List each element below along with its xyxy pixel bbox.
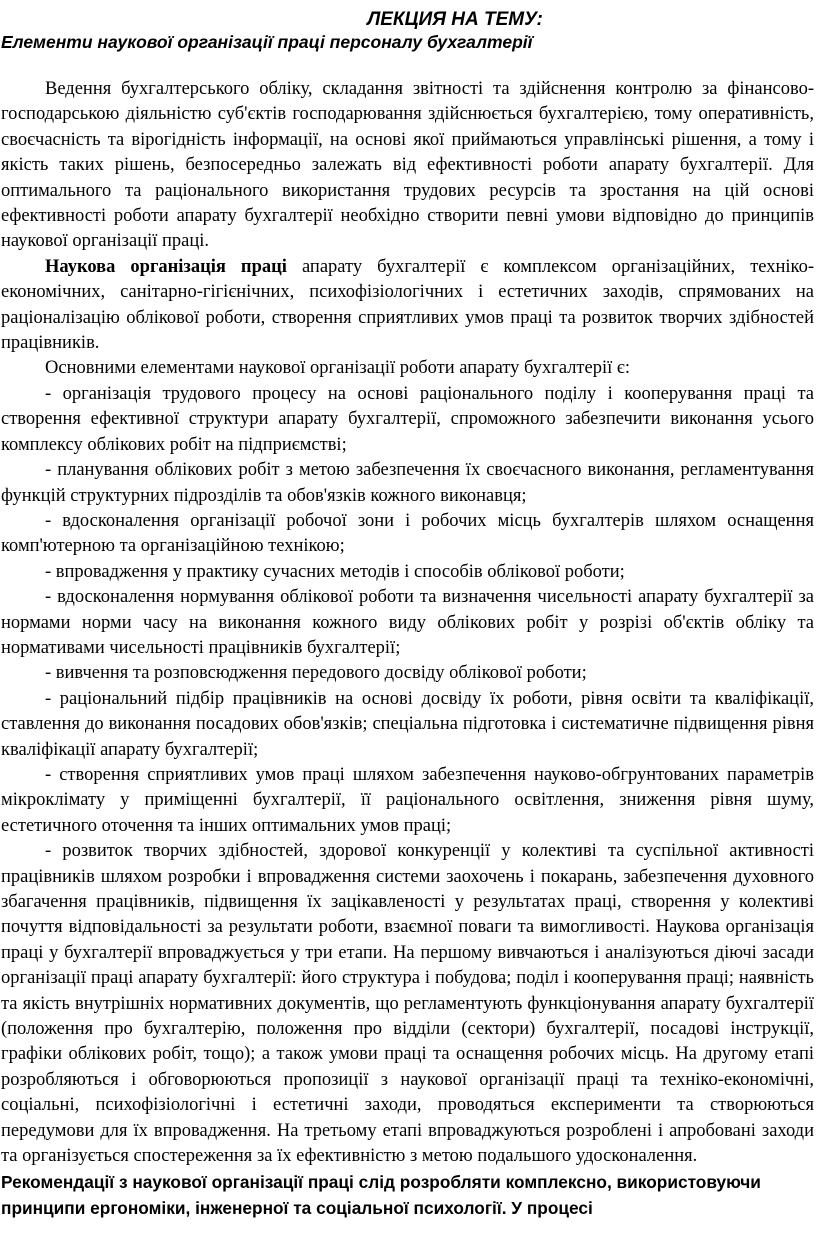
definition-text: апарату бухгалтерії є комплексом організаційних, техніко-економічних, санітарно-гігієнічних, психофізіологічних і естетичних заходів, спрямованих на раціоналізацію облікової роботи, створення сприятливих умов праці та розвиток творчих здібностей працівників. (1, 256, 814, 354)
list-item: - вивчення та розповсюдження передового досвіду облікової роботи; (45, 663, 587, 684)
list-item: - організація трудового процесу на основі раціонального поділу і кооперування праці та створення ефективної структури апарату бухгалтерії, спроможного забезпечити виконання усього комплексу облікових робіт на підприємстві; (1, 383, 814, 455)
list-item: - вдосконалення нормування облікової роботи та визначення чисельності апарату бухгалтерії за нормами норми часу на виконання кожного виду облікових робіт у розрізі об'єктів обліку та нормативами чисельності працівників бухгалтерії; (1, 587, 814, 658)
paragraph-recommendations: Рекомендації з наукової організації праці слід розробляти комплексно, використовуючи принципи ергономіки, інженерної та соціальної психології. У процесі (1, 1172, 761, 1219)
paragraph-elements-intro: Основними елементами наукової організації роботи апарату бухгалтерії є: (45, 358, 630, 379)
paragraph-intro: Ведення бухгалтерського обліку, складання звітності та здійснення контролю за фінансово-господарською діяльністю суб'єктів господарювання здійснюється бухгалтерією, тому оперативність, своєчасність та вірогідність інформації, на основі якої приймаються управлінські рішення, а тому і якість таких рішень, безпосередньо залежать від ефективності роботи апарату бухгалтерії. Для оптимального та раціонального використання трудових ресурсів та зростання на цій основі ефективності роботи апарату бухгалтерії необхідно створити певні умови відповідно до принципів наукової організації праці. (1, 79, 814, 252)
definition-term: Наукова організація праці (45, 256, 287, 277)
list-item: - розвиток творчих здібностей, здорової конкуренції у колективі та суспільної активності працівників шляхом розробки і впровадження системи заохочень і покарань, забезпечення духовного збагачення працівників, підвищення їх зацікавленості у результатах праці, створення у колективі почуття відповідальності за результати роботи, взаємної поваги та вимогливості. Наукова організація праці у бухгалтерії впроваджується у три етапи. На першому вивчаються і аналізуються діючі засади організації праці апарату бухгалтерії: його структура і побудова; поділ і кооперування праці; наявність та якість внутрішніх нормативних документів, що регламентують функціонування апарату бухгалтерії (положення про бухгалтерію, положення про відділи (сектори) бухгалтерії, посадові інструкції, графіки облікових робіт, тощо); а також умови праці та оснащення робочих місць. На другому етапі розробляються і обговорюються пропозиції з наукової організації праці та техніко-економічні, соціальні, психофізіологічні і естетичні заходи, проводяться експерименти та створюються передумови для їх впровадження. На третьому етапі впроваджуються розроблені і апробовані заходи та організується спостереження за їх ефективністю з метою подальшого удосконалення. (1, 841, 814, 1167)
list-item: - вдосконалення організації робочої зони і робочих місць бухгалтерів шляхом оснащення комп'ютерною та організаційною технікою; (1, 510, 814, 557)
document-subtitle: Елементи наукової організації праці персоналу бухгалтерії (1, 32, 533, 52)
list-item: - впровадження у практику сучасних методів і способів облікової роботи; (45, 561, 625, 582)
list-item: - створення сприятливих умов праці шляхом забезпечення науково-обгрунтованих параметрів мікроклімату у приміщенні бухгалтерії, її раціонального освітлення, зниження рівня шуму, естетичного оточення та інших оптимальних умов праці; (1, 764, 814, 836)
document-title: ЛЕКЦИЯ НА ТЕМУ: (367, 9, 543, 30)
list-item: - планування облікових робіт з метою забезпечення їх своєчасного виконання, регламентування функцій структурних підрозділів та обов'язків кожного виконавця; (1, 460, 814, 506)
paragraph-definition (1, 255, 814, 357)
list-item: - раціональний підбір працівників на основі досвіду їх роботи, рівня освіти та кваліфікації, ставлення до виконання посадових обов'язків; спеціальна підготовка і систематичне підвищення рівня кваліфікації апарату бухгалтерії; (1, 688, 814, 760)
